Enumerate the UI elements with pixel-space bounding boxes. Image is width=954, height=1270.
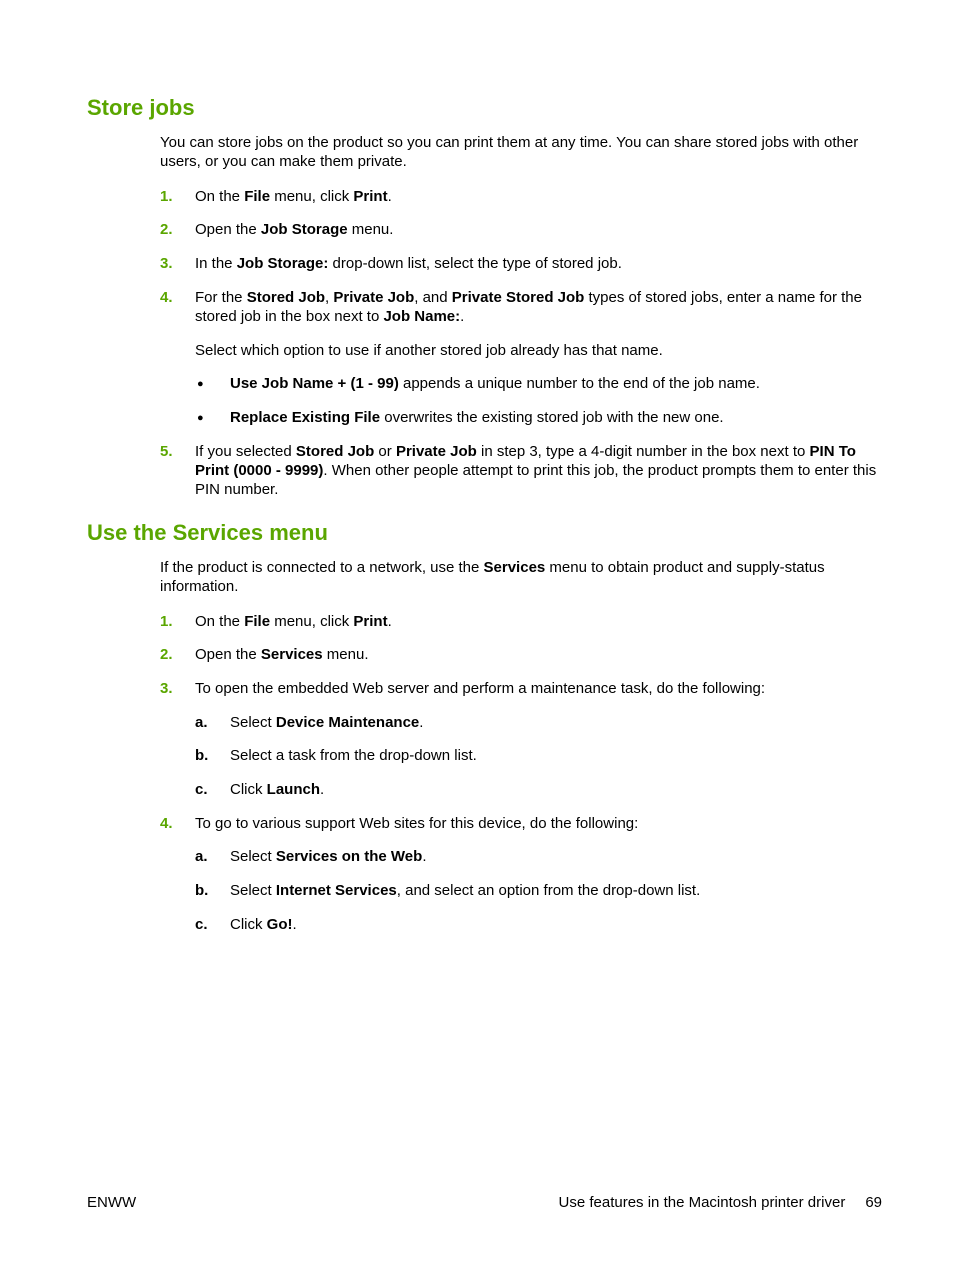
section-title-store-jobs: Store jobs — [87, 95, 195, 120]
bullet-icon: ● — [197, 412, 204, 424]
step-number: 1. — [160, 188, 173, 205]
substep-letter: b. — [195, 882, 209, 899]
step-text: For the Stored Job, Private Job, and Private Stored Job types of stored jobs, enter a name for the stored job in the box next to Job Name:. — [195, 289, 862, 325]
step-text: On the File menu, click Print. — [195, 188, 392, 205]
section-title-services-menu: Use the Services menu — [87, 520, 328, 545]
step-text: Open the Services menu. — [195, 646, 369, 663]
substep-letter: c. — [195, 916, 208, 933]
substep-letter: a. — [195, 848, 208, 865]
step-number: 1. — [160, 613, 173, 630]
step-text: On the File menu, click Print. — [195, 613, 392, 630]
step-number: 3. — [160, 255, 173, 272]
substep-text: Select a task from the drop-down list. — [230, 747, 477, 764]
bullet-item: Replace Existing File overwrites the existing stored job with the new one. — [230, 409, 724, 426]
substep-text: Click Launch. — [230, 781, 325, 798]
step-text: In the Job Storage: drop-down list, select the type of stored job. — [195, 255, 622, 272]
substep-letter: a. — [195, 714, 208, 731]
step-text: Open the Job Storage menu. — [195, 221, 394, 238]
step-number: 3. — [160, 680, 173, 697]
substep-text: Select Internet Services, and select an option from the drop-down list. — [230, 882, 701, 899]
step-number: 4. — [160, 815, 173, 832]
substep-text: Click Go!. — [230, 916, 297, 933]
step-text: To go to various support Web sites for this device, do the following: — [195, 815, 639, 832]
step-note: Select which option to use if another stored job already has that name. — [195, 342, 663, 359]
step-text: If you selected Stored Job or Private Job in step 3, type a 4-digit number in the box next to PIN To Print (0000 - 9999). When other people attempt to print this job, the product prompts them to enter this PIN number. — [195, 443, 877, 498]
store-jobs-intro: You can store jobs on the product so you can print them at any time. You can share stored jobs with other users, or you can make them private. — [160, 134, 859, 170]
substep-letter: c. — [195, 781, 208, 798]
step-number: 2. — [160, 646, 173, 663]
services-intro: If the product is connected to a network, use the Services menu to obtain product and supply-status information. — [160, 559, 825, 595]
step-number: 5. — [160, 443, 173, 460]
step-number: 4. — [160, 289, 173, 306]
step-text: To open the embedded Web server and perform a maintenance task, do the following: — [195, 680, 766, 697]
page-number: 69 — [865, 1194, 882, 1211]
footer-chapter: Use features in the Macintosh printer driver — [558, 1194, 846, 1211]
footer-left: ENWW — [87, 1194, 137, 1211]
substep-text: Select Services on the Web. — [230, 848, 427, 865]
footer-right — [559, 1193, 882, 1212]
substep-letter: b. — [195, 747, 209, 764]
substep-text: Select Device Maintenance. — [230, 714, 424, 731]
step-number: 2. — [160, 221, 173, 238]
bullet-item: Use Job Name + (1 - 99) appends a unique number to the end of the job name. — [230, 375, 760, 392]
bullet-icon: ● — [197, 378, 204, 390]
